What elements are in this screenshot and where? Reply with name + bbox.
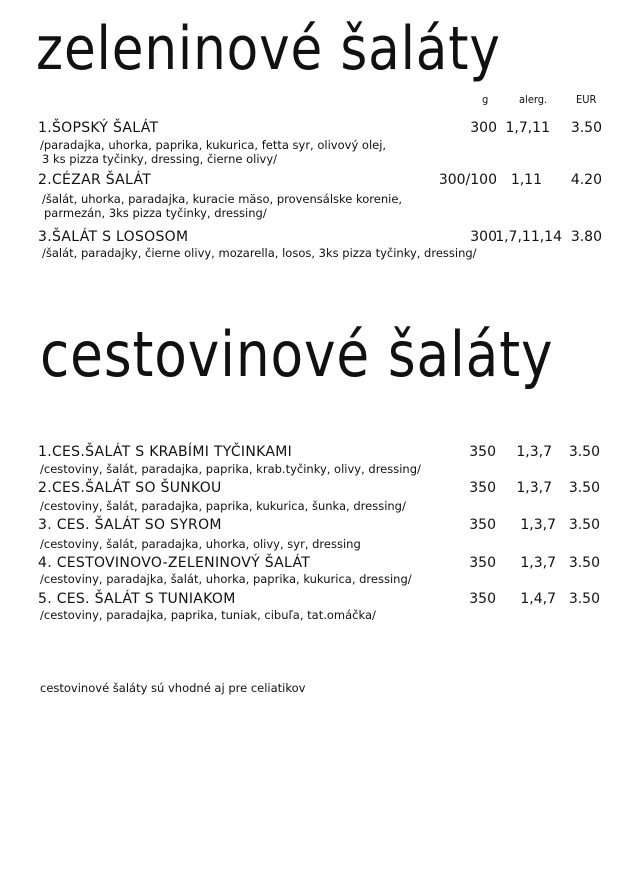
item-allergens: 1,7,11,14: [495, 229, 562, 245]
item-weight: 300: [470, 229, 497, 245]
item-description-line-2: 3 ks pizza tyčinky, dressing, čierne olivy/: [42, 152, 278, 166]
item-description: /cestoviny, šalát, paradajka, uhorka, olivy, syr, dressing: [40, 537, 361, 551]
item-price: 3.50: [568, 480, 600, 496]
item-price: 3.50: [570, 120, 602, 136]
item-allergens: 1,3,7: [516, 480, 552, 496]
item-description-line-1: /šalát, uhorka, paradajka, kuracie mäso, provensálske korenie,: [42, 192, 403, 206]
item-price: 3.50: [568, 591, 600, 607]
item-price: 3.50: [568, 444, 600, 460]
celiac-note: cestovinové šaláty sú vhodné aj pre celiatikov: [40, 681, 306, 695]
item-allergens: 1,4,7: [520, 591, 556, 607]
item-price: 4.20: [570, 172, 602, 188]
item-weight: 300/100: [438, 172, 497, 188]
item-name: 1.ŠOPSKÝ ŠALÁT: [38, 120, 159, 136]
item-allergens: 1,7,11: [505, 120, 550, 136]
item-description-line-2: parmezán, 3ks pizza tyčinky, dressing/: [44, 206, 267, 220]
section-title-vegetable-salads: zeleninové šaláty: [36, 14, 501, 84]
item-price: 3.80: [570, 229, 602, 245]
item-allergens: 1,3,7: [516, 444, 552, 460]
column-header-price: EUR: [576, 93, 597, 106]
item-name: 3.ŠALÁT S LOSOSOM: [38, 229, 189, 245]
item-name: 2.CÉZAR ŠALÁT: [38, 172, 152, 188]
section-title-pasta-salads: cestovinové šaláty: [40, 318, 554, 391]
item-description: /cestoviny, šalát, paradajka, paprika, krab.tyčinky, olivy, dressing/: [40, 462, 421, 476]
item-name: 2.CES.ŠALÁT SO ŠUNKOU: [38, 480, 222, 496]
item-weight: 350: [469, 517, 496, 533]
item-name: 4. CESTOVINOVO-ZELENINOVÝ ŠALÁT: [38, 555, 311, 571]
item-weight: 350: [469, 555, 496, 571]
item-description: /cestoviny, šalát, paradajka, paprika, kukurica, šunka, dressing/: [40, 499, 406, 513]
item-weight: 350: [469, 480, 496, 496]
item-weight: 350: [469, 591, 496, 607]
item-description: /cestoviny, paradajka, paprika, tuniak, cibuľa, tat.omáčka/: [40, 608, 376, 622]
item-description: /cestoviny, paradajka, šalát, uhorka, paprika, kukurica, dressing/: [40, 572, 412, 586]
item-weight: 300: [470, 120, 497, 136]
item-description-line-1: /paradajka, uhorka, paprika, kukurica, fetta syr, olivový olej,: [40, 138, 387, 152]
item-price: 3.50: [568, 517, 600, 533]
item-allergens: 1,3,7: [520, 555, 556, 571]
item-price: 3.50: [568, 555, 600, 571]
item-description: /šalát, paradajky, čierne olivy, mozarella, losos, 3ks pizza tyčinky, dressing/: [42, 246, 477, 260]
item-allergens: 1,3,7: [520, 517, 556, 533]
column-header-weight: g: [482, 93, 489, 106]
item-name: 5. CES. ŠALÁT S TUNIAKOM: [38, 591, 236, 607]
item-name: 3. CES. ŠALÁT SO SYROM: [38, 517, 222, 533]
item-allergens: 1,11: [510, 172, 542, 188]
item-weight: 350: [469, 444, 496, 460]
column-header-allergens: alerg.: [519, 93, 548, 106]
item-name: 1.CES.ŠALÁT S KRABÍMI TYČINKAMI: [38, 444, 293, 460]
